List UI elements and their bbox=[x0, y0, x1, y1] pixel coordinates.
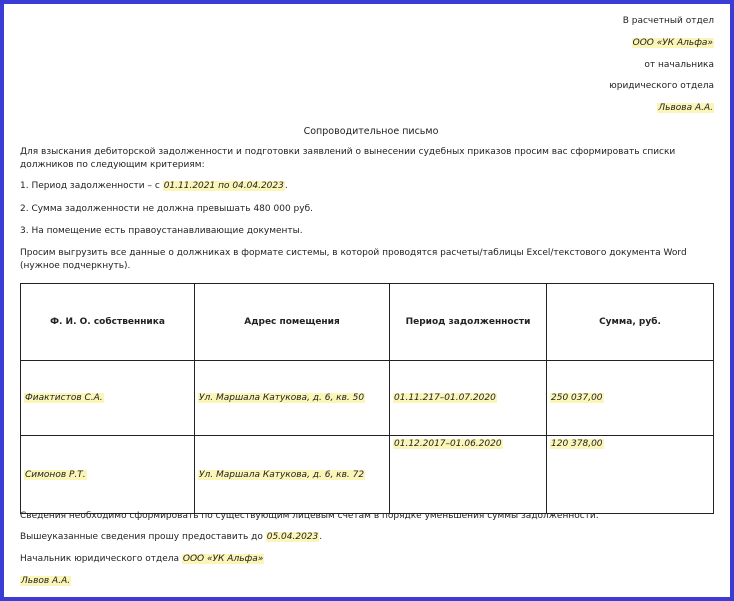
signature-position: Начальник юридического отдела bbox=[20, 554, 182, 564]
signature-name: Львов А.А. bbox=[21, 576, 71, 586]
sender-name-text: Львова А.А. bbox=[658, 103, 713, 113]
recipient-org-text: ООО «УК Альфа» bbox=[632, 38, 713, 48]
cell-period bbox=[390, 436, 547, 514]
amount-text: 120 378,00 bbox=[551, 439, 603, 449]
sender-position: от начальника bbox=[644, 60, 714, 70]
cell-address bbox=[195, 436, 390, 514]
criterion-1 bbox=[20, 180, 720, 193]
letter-title: Сопроводительное письмо bbox=[303, 126, 439, 137]
criterion-1-period: 01.11.2021 по 04.04.2023 bbox=[163, 181, 284, 191]
header-owner: Ф. И. О. собственника bbox=[21, 284, 195, 361]
criterion-2: 2. Сумма задолженности не должна превышать 480 000 руб. bbox=[20, 204, 313, 214]
signature-line bbox=[20, 553, 720, 566]
cell-amount bbox=[547, 436, 714, 514]
address-text: Ул. Маршала Катукова, д. 6, кв. 50 bbox=[199, 393, 365, 403]
deadline-date: 05.04.2023 bbox=[266, 532, 319, 542]
cell-owner bbox=[21, 436, 195, 514]
signature-name-line bbox=[20, 575, 720, 588]
signature-org: ООО «УК Альфа» bbox=[182, 554, 264, 564]
table-row bbox=[21, 436, 714, 514]
cell-owner bbox=[21, 361, 195, 436]
criterion-3: 3. На помещение есть правоустанавливающие документы. bbox=[20, 226, 303, 236]
criterion-1-suffix: . bbox=[284, 181, 288, 191]
owner-text: Симонов Р.Т. bbox=[25, 469, 86, 480]
period-text: 01.11.217–01.07.2020 bbox=[394, 393, 496, 403]
deadline-suffix: . bbox=[319, 532, 323, 542]
deadline-prefix: Вышеуказанные сведения прошу предоставить до bbox=[20, 532, 266, 542]
amount-text: 250 037,00 bbox=[551, 393, 603, 403]
cell-period bbox=[390, 361, 547, 436]
header-address: Адрес помещения bbox=[195, 284, 390, 361]
header-amount: Сумма, руб. bbox=[547, 284, 714, 361]
footer-note: Сведения необходимо сформировать по существующим лицевым счетам в порядке уменьшения суммы задолженности. bbox=[20, 511, 599, 521]
cell-address bbox=[195, 361, 390, 436]
cell-amount bbox=[547, 361, 714, 436]
table-header-row bbox=[21, 284, 714, 361]
sender-dept: юридического отдела bbox=[609, 81, 714, 91]
intro-paragraph: Для взыскания дебиторской задолженности и подготовки заявлений о вынесении судебных приказов просим вас сформировать списки должников по следующим критериям: bbox=[20, 147, 676, 170]
deadline-line bbox=[20, 531, 720, 544]
address-text: Ул. Маршала Катукова, д. 6, кв. 72 bbox=[199, 469, 365, 480]
recipient-dept: В расчетный отдел bbox=[622, 16, 714, 26]
table-row bbox=[21, 361, 714, 436]
sender-name bbox=[657, 103, 714, 113]
export-request: Просим выгрузить все данные о должниках в формате системы, в которой проводятся расчеты/таблицы Excel/текстового документа Word (нужное подчеркнуть). bbox=[20, 248, 687, 271]
debtors-table bbox=[20, 283, 714, 514]
owner-text: Фиактистов С.А. bbox=[25, 393, 103, 403]
header-period: Период задолженности bbox=[390, 284, 547, 361]
criterion-1-prefix: 1. Период задолженности – с bbox=[20, 181, 163, 191]
period-text: 01.12.2017–01.06.2020 bbox=[394, 439, 502, 449]
recipient-org bbox=[632, 38, 714, 48]
